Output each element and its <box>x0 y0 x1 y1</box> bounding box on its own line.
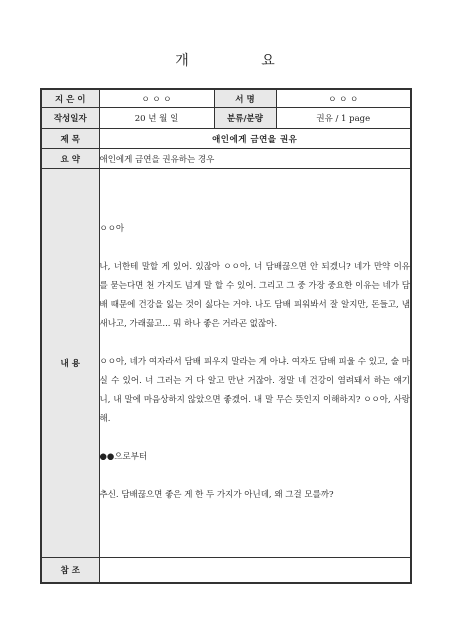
subject-value[interactable]: 애인에게 금연을 권유 <box>99 128 411 149</box>
sender-suffix: 으로부터 <box>114 452 148 463</box>
content-postscript: 추신. 담배끊으면 좋은 게 한 두 가지가 아닌데, 왜 그걸 모를까? <box>99 490 334 501</box>
date-value[interactable]: 20 년 월 일 <box>99 108 214 129</box>
subject-label: 제 목 <box>41 128 99 149</box>
document-title: 개 요 <box>175 53 309 69</box>
summary-row <box>41 149 411 169</box>
content-paragraph-1: 나, 너한테 말할 게 있어. 있잖아 ㅇㅇ아, 너 담배끊으면 안 되겠니? 네가 만약 이유를 묻는다면 천 가지도 넘게 말 할 수 있어. 그리고 그 중 가장 중요한 이유는 네가 담배 때문에 건강을 잃는 것이 싫다는 거야. 나도 담배 피워봐서 잘 알지만, 돈들고, 냄새나고, 가래끓고... 뭐 하나 좋은 거라곤 없잖아. <box>99 262 410 330</box>
content-body[interactable] <box>99 168 411 557</box>
author-label: 지 은 이 <box>41 89 99 108</box>
summary-value[interactable]: 애인에게 금연을 권유하는 경우 <box>99 149 411 169</box>
category-value[interactable]: 권유 / 1 page <box>276 108 411 129</box>
signature-label: 서 명 <box>214 89 276 108</box>
author-value[interactable]: ㅇ ㅇ ㅇ <box>99 89 214 108</box>
reference-label: 참 조 <box>41 557 99 583</box>
content-signature <box>100 448 411 467</box>
date-label: 작성일자 <box>41 108 99 129</box>
content-label: 내 용 <box>41 168 99 557</box>
reference-row <box>41 557 411 583</box>
summary-label: 요 약 <box>41 149 99 169</box>
subject-row <box>41 128 411 149</box>
content-greeting: ㅇㅇ아 <box>99 224 125 235</box>
author-row <box>41 89 411 108</box>
sender-dots: ●● <box>99 452 115 463</box>
reference-value[interactable] <box>99 557 411 583</box>
signature-value[interactable]: ㅇ ㅇ ㅇ <box>276 89 411 108</box>
date-row <box>41 108 411 129</box>
content-row <box>41 168 411 557</box>
content-paragraph-2: ㅇㅇ아, 네가 여자라서 담배 피우지 말라는 게 아냐. 여자도 담배 피울 수 있고, 술 마실 수 있어. 너 그러는 거 다 알고 만난 거잖아. 정말 네 건강이 염려돼서 하는 얘기니, 내 말에 마음상하지 않았으면 좋겠어. 내 말 무슨 뜻인지 이해하지? ㅇㅇ아, 사랑해. <box>99 357 410 425</box>
category-label: 분류/분량 <box>214 108 276 129</box>
overview-form-table <box>40 88 412 584</box>
